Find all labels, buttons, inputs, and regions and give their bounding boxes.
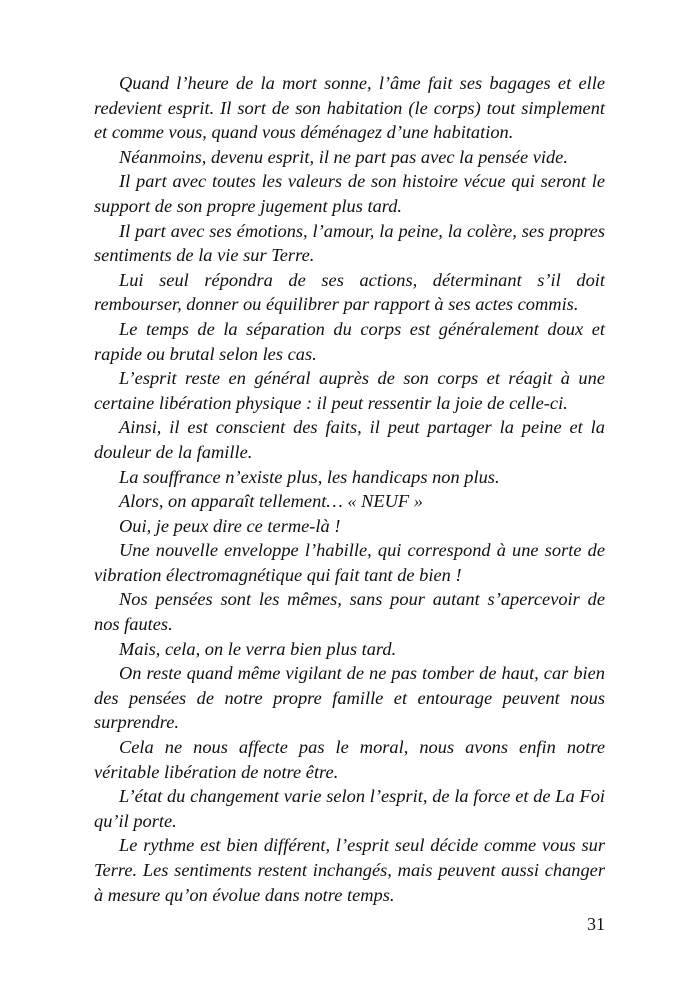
paragraph: On reste quand même vigilant de ne pas tomber de haut, car bien des pensées de notre propre famille et entourage peuvent nous surprendre. <box>94 663 605 733</box>
paragraph: Le rythme est bien différent, l’esprit seul décide comme vous sur Terre. Les sentiments restent inchangés, mais peuvent aussi changer à mesure qu’on évolue dans notre temps. <box>94 835 605 905</box>
paragraph: L’état du changement varie selon l’esprit, de la force et de La Foi qu’il porte. <box>94 786 605 831</box>
paragraph: Quand l’heure de la mort sonne, l’âme fait ses bagages et elle redevient esprit. Il sort de son habitation (le corps) tout simplement et comme vous, quand vous déménagez d’une habitation. <box>94 73 605 143</box>
paragraph: La souffrance n’existe plus, les handicaps non plus. <box>119 466 500 487</box>
paragraph: Il part avec ses émotions, l’amour, la peine, la colère, ses propres sentiments de la vie sur Terre. <box>94 220 605 266</box>
paragraph: Nos pensées sont les mêmes, sans pour autant s’apercevoir de nos fautes. <box>94 589 605 635</box>
page-number: 31 <box>587 914 605 934</box>
paragraph: L’esprit reste en général auprès de son corps et réagit à une certaine libération physique : il peut ressentir la joie de celle-ci. <box>94 368 605 413</box>
paragraph: Une nouvelle enveloppe l’habille, qui correspond à une sorte de vibration électromagnétique qui fait tant de bien ! <box>94 540 605 585</box>
paragraph: Cela ne nous affecte pas le moral, nous avons enfin notre véritable libération de notre être. <box>94 737 605 782</box>
page-body <box>94 71 605 907</box>
paragraph: Oui, je peux dire ce terme-là ! <box>119 515 341 536</box>
paragraph: Alors, on apparaît tellement… « NEUF » <box>119 491 423 512</box>
paragraph: Le temps de la séparation du corps est généralement doux et rapide ou brutal selon les cas. <box>94 318 605 364</box>
paragraph: Il part avec toutes les valeurs de son histoire vécue qui seront le support de son propre jugement plus tard. <box>94 171 605 216</box>
paragraph: Néanmoins, devenu esprit, il ne part pas avec la pensée vide. <box>119 146 568 167</box>
paragraph: Ainsi, il est conscient des faits, il peut partager la peine et la douleur de la famille. <box>94 417 605 462</box>
paragraph: Lui seul répondra de ses actions, déterminant s’il doit rembourser, donner ou équilibrer par rapport à ses actes commis. <box>94 269 605 315</box>
paragraph: Mais, cela, on le verra bien plus tard. <box>119 638 397 659</box>
